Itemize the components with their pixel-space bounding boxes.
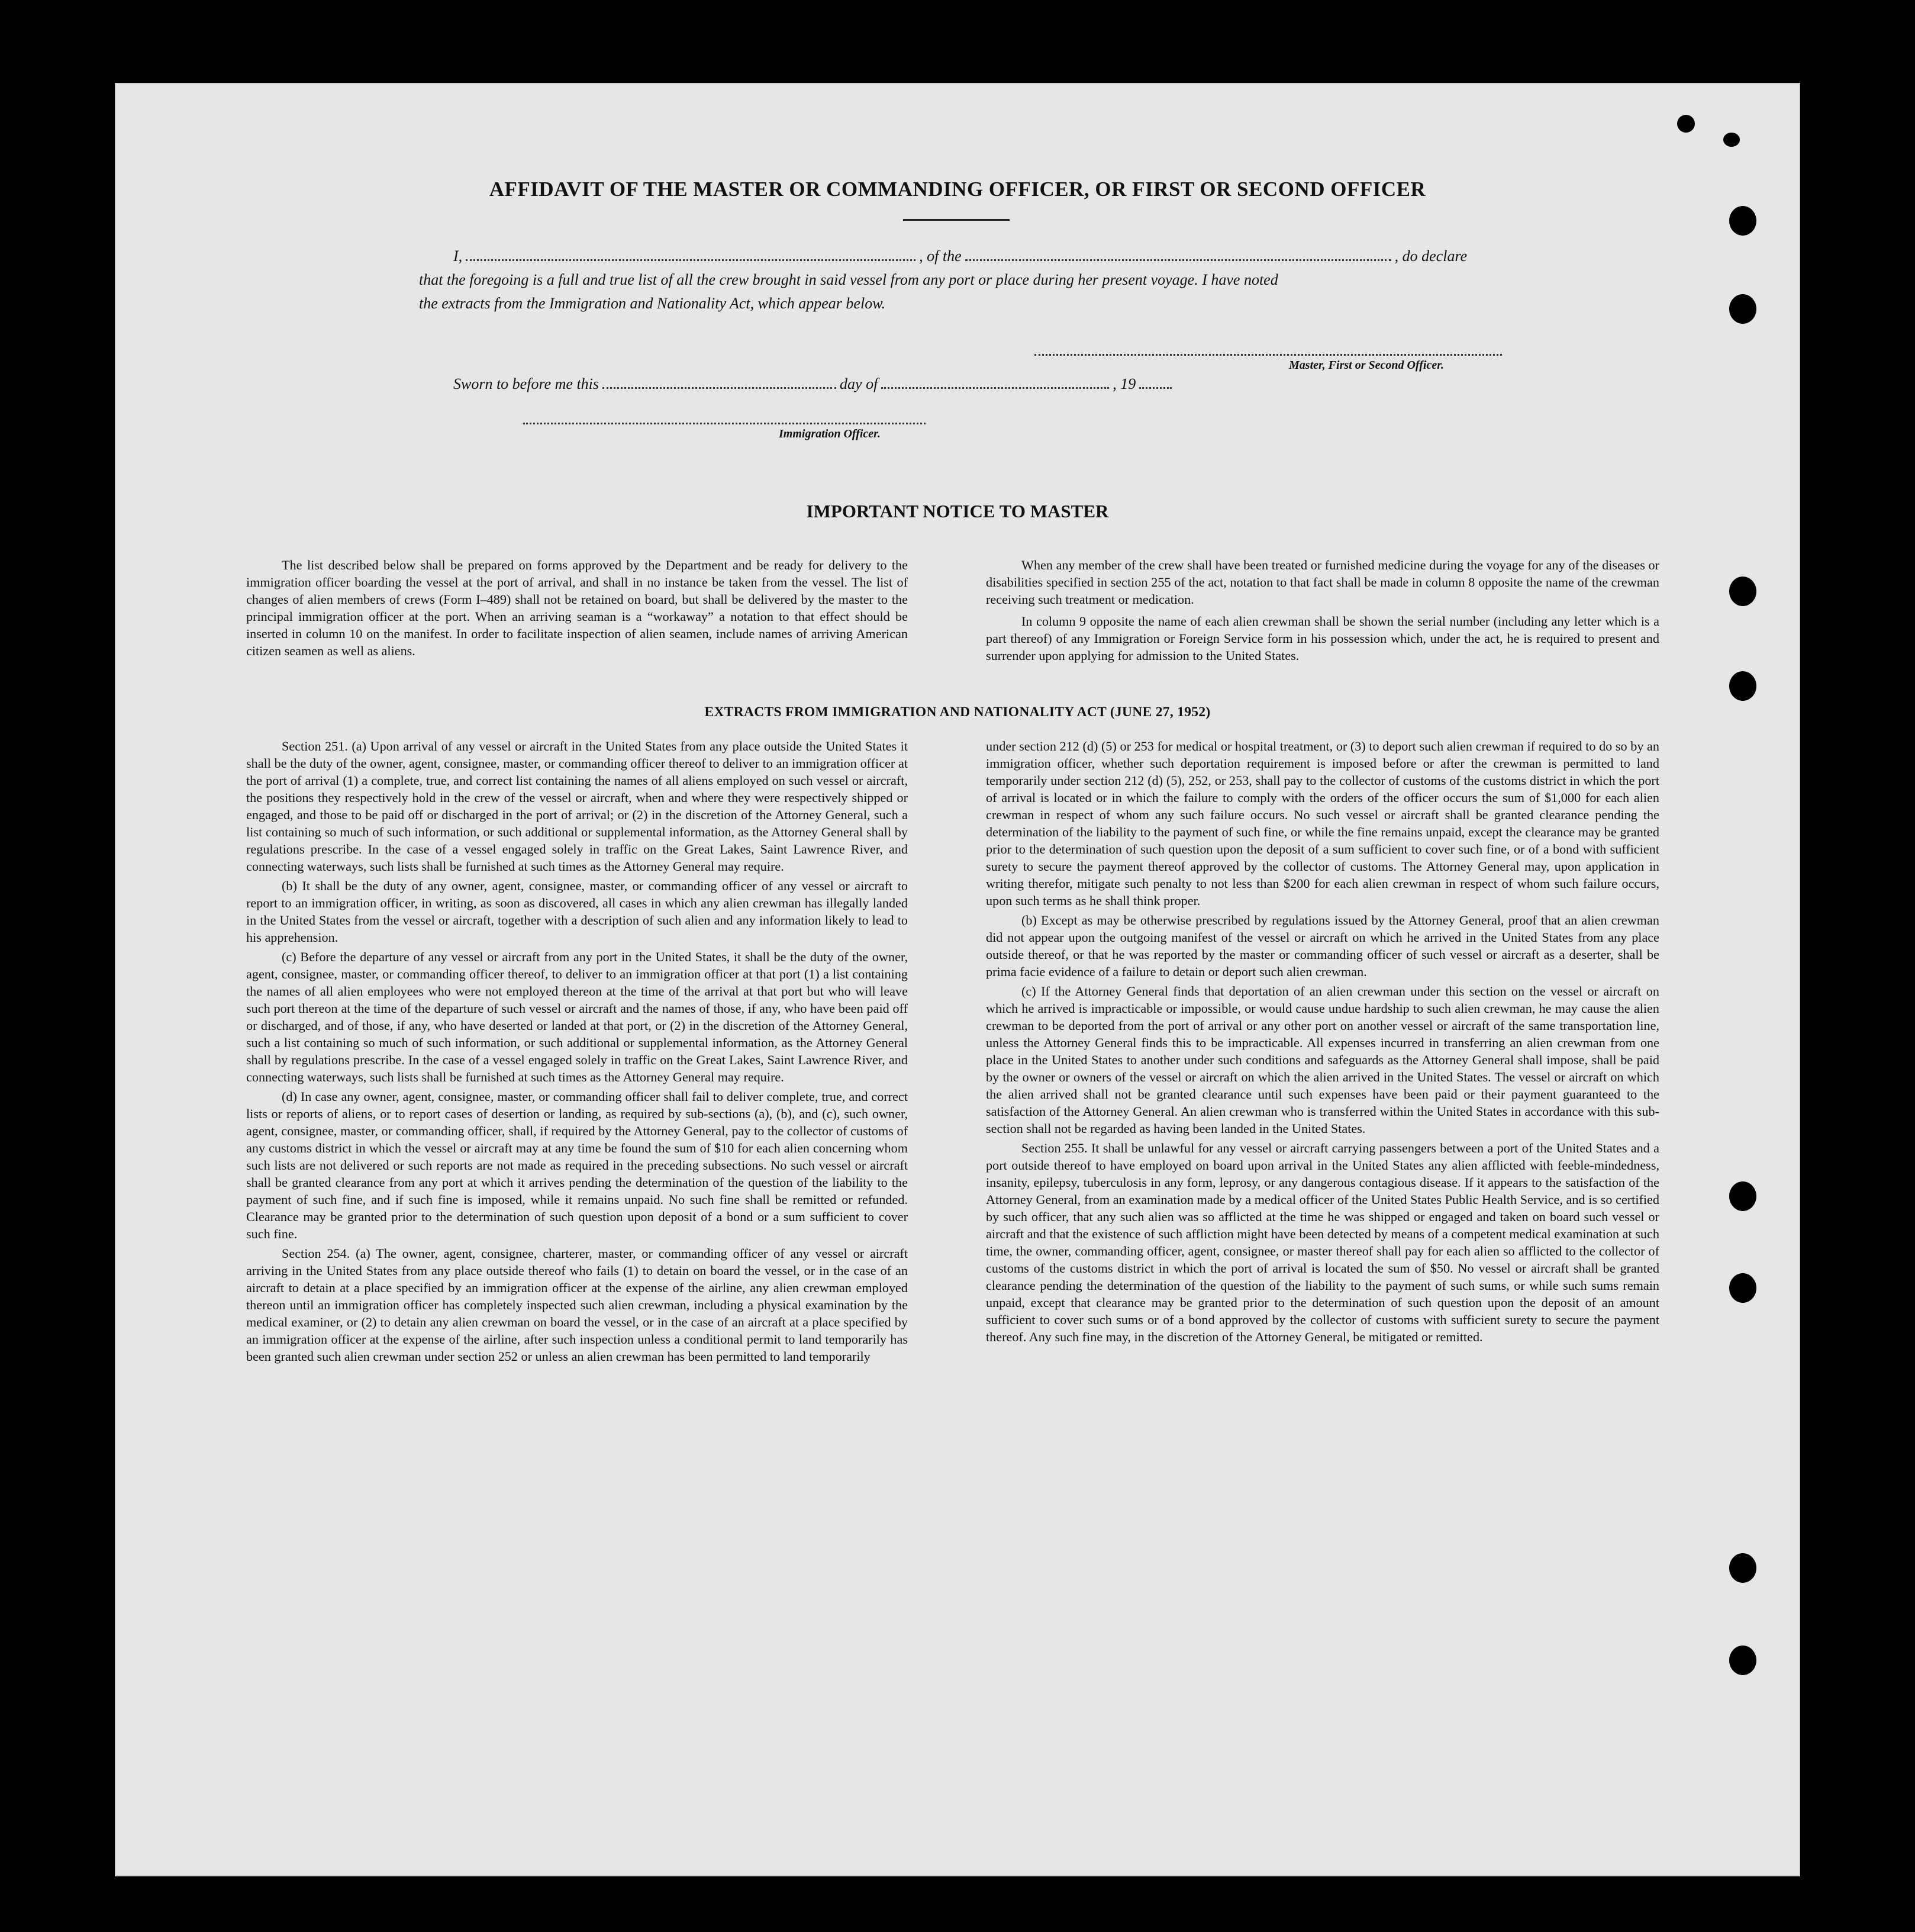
notice-left-column: [246, 556, 908, 659]
immigration-officer-signature-line[interactable]: [523, 423, 926, 424]
punch-hole: [1729, 1646, 1756, 1675]
section-254-a: Section 254. (a) The owner, agent, consignee, charterer, master, or commanding officer of any vessel or aircraft arriving in the United States from any place outside thereof who fails (1) to detain on board the vessel, or in the case of an aircraft to detain at a place specified by an immigration officer at the expense of the airline, any alien crewman employed thereon until an immigration officer has completely inspected such alien crewman, including a physical examination by the medical examiner, or (2) to detain any alien crewman on board the vessel, or in the case of an aircraft at a place specified by an immigration officer at the expense of the airline, after such inspection unless a conditional permit to land temporarily has been granted such alien crewman under section 252 or unless an alien crewman has been permitted to land temporarily: [246, 1246, 908, 1364]
section-251-a: Section 251. (a) Upon arrival of any vessel or aircraft in the United States from any place outside the United States it shall be the duty of the owner, agent, consignee, master, or commanding officer thereof to deliver to an immigration officer at the port of arrival (1) a complete, true, and correct list containing the names of all aliens employed on such vessel or aircraft, the positions they respectively hold in the crew of the vessel or aircraft, when and where they were respectively shipped or engaged, and those to be paid off or discharged in the port of arrival; or (2) in the discretion of the Attorney General, such a list containing so much of such information, or such additional or supplemental information, as the Attorney General shall by regulations prescribe. In the case of a vessel engaged solely in traffic on the Great Lakes, Saint Lawrence River, and connecting waterways, such lists shall be furnished at such times as the Attorney General may require.: [246, 739, 908, 874]
affidavit-title: AFFIDAVIT OF THE MASTER OR COMMANDING OFFICER, OR FIRST OR SECOND OFFICER: [489, 178, 1426, 201]
officer-name-field[interactable]: [466, 249, 915, 261]
sworn-month-field[interactable]: [881, 376, 1109, 389]
of-the-label: , of the: [919, 247, 962, 265]
notice-left-paragraph: The list described below shall be prepared on forms approved by the Department and be ready for delivery to the immigration officer boarding the vessel at the port of arrival, and shall in no instance be taken from the vessel. The list of changes of alien members of crews (Form I–489) shall not be retained on board, but shall be delivered by the master to the principal immigration officer at the port. When an arriving seaman is a “workaway” a notation to that effect should be inserted in column 10 on the manifest. In order to facilitate inspection of alien seamen, include names of arriving American citizen seamen as well as aliens.: [246, 558, 908, 658]
day-of-label: day of: [840, 375, 878, 392]
declare-label: , do declare: [1394, 247, 1468, 265]
punch-hole: [1729, 294, 1756, 324]
master-signature-line[interactable]: [1034, 354, 1502, 356]
sworn-day-field[interactable]: [602, 376, 836, 389]
punch-hole: [1729, 1553, 1756, 1583]
i-label: I,: [453, 247, 463, 265]
section-254-b: (b) Except as may be otherwise prescribed by regulations issued by the Attorney General, proof that an alien crewman did not appear upon the outgoing manifest of the vessel or aircraft on which he arrived in the United States from any place outside thereof, or that he was reported by the master or commanding officer of such vessel or aircraft as a deserter, shall be prima facie evidence of a failure to detain or deport such alien crewman.: [986, 913, 1659, 979]
punch-hole: [1729, 206, 1756, 236]
punch-hole: [1729, 1181, 1756, 1211]
title-rule: [903, 219, 1010, 221]
master-caption: Master, First or Second Officer.: [1289, 359, 1444, 372]
notice-right-column: [986, 556, 1659, 664]
year-label: , 19: [1113, 375, 1136, 392]
vessel-name-field[interactable]: [965, 249, 1391, 261]
immigration-officer-caption: Immigration Officer.: [779, 427, 881, 440]
form-page: [115, 83, 1800, 1876]
notice-title: IMPORTANT NOTICE TO MASTER: [806, 501, 1109, 521]
sworn-year-field[interactable]: [1139, 376, 1172, 389]
extracts-left-column: [246, 738, 908, 1365]
punch-hole: [1729, 671, 1756, 701]
notice-right-paragraph-2: In column 9 opposite the name of each alien crewman shall be shown the serial number (including any letter which is a part thereof) of any Immigration or Foreign Service form in his possession which, under the act, he is required to present and surrender upon applying for admission to the United States.: [986, 614, 1659, 663]
sworn-line: [453, 375, 1175, 393]
section-251-b: (b) It shall be the duty of any owner, agent, consignee, master, or commanding officer of any vessel or aircraft to report to an immigration officer, in writing, as soon as discovered, all cases in which any alien crewman has illegally landed in the United States from the vessel or aircraft, together with a description of such alien and any information likely to lead to his apprehension.: [246, 878, 908, 945]
ink-speck: [1677, 115, 1695, 133]
declaration-line-1: [453, 247, 1467, 265]
section-251-d: (d) In case any owner, agent, consignee, master, or commanding officer shall fail to deliver complete, true, and correct lists or reports of aliens, or to report cases of desertion or landing, as required by sub-sections (a), (b), and (c), such owner, agent, consignee, master, or commanding officer, shall, if required by the Attorney General, pay to the collector of customs of any customs district in which the vessel or aircraft may at any time be found the sum of $10 for each alien concerning whom such lists are not delivered or such reports are not made as required in the preceding subsections. No such vessel or aircraft shall be granted clearance from any port at which it arrives pending the determination of the question of the liability to the payment of such fine, and if such fine is imposed, while it remains unpaid. No such fine shall be remitted or refunded. Clearance may be granted prior to the determination of such question upon deposit of a bond or a sum sufficient to cover such fine.: [246, 1089, 908, 1241]
punch-hole: [1729, 577, 1756, 606]
section-255: Section 255. It shall be unlawful for any vessel or aircraft carrying passengers between a port of the United States and a port outside thereof to have employed on board upon arrival in the United States any alien afflicted with feeble-mindedness, insanity, epilepsy, tuberculosis in any form, leprosy, or any dangerous contagious disease. If it appears to the satisfaction of the Attorney General, from an examination made by a medical officer of the United States Public Health Service, and is so certified by such officer, that any such alien was so afflicted at the time he was shipped or engaged and taken on board such vessel or aircraft and that the existence of such affliction might have been detected by means of a competent medical examination at such time, the owner, commanding officer, agent, consignee, or master thereof shall pay for each alien so afflicted to the collector of customs of the customs district in which the port of arrival is located the sum of $50. No vessel or aircraft shall be granted clearance pending the determination of the question of the liability to the payment of such sums, or while such sums remain unpaid, except that clearance may be granted prior to the determination of such question upon the deposit of an amount sufficient to cover such sums or of a bond approved by the collector of customs with sufficient surety to secure the payment thereof. Any such fine may, in the discretion of the Attorney General, be mitigated or remitted.: [986, 1141, 1659, 1344]
section-254-c: (c) If the Attorney General finds that deportation of an alien crewman under this section on the vessel or aircraft on which he arrived is impracticable or impossible, or would cause undue hardship to such alien crewman, he may cause the alien crewman to be deported from the port of arrival or any other port on another vessel or aircraft of the same transportation line, unless the Attorney General finds this to be impracticable. All expenses incurred in transferring an alien crewman from one place in the United States to another under such conditions and safeguards as the Attorney General shall impose, shall be paid by the owner or owners of the vessel or aircraft on which the alien arrived in the United States. The vessel or aircraft on which the alien arrived shall not be granted clearance until such expenses have been paid or their payment guaranteed to the satisfaction of the Attorney General. An alien crewman who is transferred within the United States in accordance with this sub-section shall not be regarded as having been landed in the United States.: [986, 984, 1659, 1136]
notice-right-paragraph-1: When any member of the crew shall have been treated or furnished medicine during the voyage for any of the diseases or disabilities specified in section 255 of the act, notation to that fact shall be made in column 8 opposite the name of the crewman receiving such treatment or medication.: [986, 558, 1659, 607]
extracts-title: EXTRACTS FROM IMMIGRATION AND NATIONALITY ACT (JUNE 27, 1952): [704, 704, 1211, 720]
declaration-line-3: the extracts from the Immigration and Nationality Act, which appear below.: [419, 295, 886, 312]
extracts-right-column: [986, 738, 1659, 1345]
declaration-line-2: that the foregoing is a full and true list of all the crew brought in said vessel from any port or place during her present voyage. I have noted: [419, 271, 1278, 288]
section-254-a-continued: under section 212 (d) (5) or 253 for medical or hospital treatment, or (3) to deport such alien crewman if required to do so by an immigration officer, whether such deportation requirement is imposed before or after the crewman is permitted to land temporarily under section 212 (d) (5), 252, or 253, shall pay to the collector of customs of the customs district in which the port of arrival is located or in which the failure to comply with the orders of the officer occurs the sum of $1,000 for each alien crewman in respect of whom any such failure occurs. No such vessel or aircraft shall be granted clearance pending the determination of the liability to the payment of such fine, or while the fine remains unpaid, except the clearance may be granted prior to the determination of such question upon the deposit of a sum sufficient to cover such fine, or of a bond with sufficient surety to secure the payment thereof approved by the collector of customs. The Attorney General may, upon application in writing therefor, mitigate such penalty to not less than $200 for each alien crewman in respect of whom such failure occurs, upon such terms as he shall think proper.: [986, 739, 1659, 908]
section-251-c: (c) Before the departure of any vessel or aircraft from any port in the United States, it shall be the duty of the owner, agent, consignee, master, or commanding officer thereof, to deliver to an immigration officer at that port (1) a list containing the names of all alien employees who were not employed thereon at the time of the arrival at that port but who will leave such port thereon at the time of the departure of such vessel or aircraft and the names of those, if any, who have been paid off or discharged, and of those, if any, who have deserted or landed at that port, or (2) in the discretion of the Attorney General, such a list containing so much of such information, or such additional or supplemental information, as the Attorney General shall by regulations prescribe. In the case of a vessel engaged solely in traffic on the Great Lakes, Saint Lawrence River, and connecting waterways, such lists shall be furnished at such times as the Attorney General may require.: [246, 949, 908, 1084]
ink-speck: [1723, 133, 1740, 147]
punch-hole: [1729, 1273, 1756, 1303]
sworn-label: Sworn to before me this: [453, 375, 599, 392]
